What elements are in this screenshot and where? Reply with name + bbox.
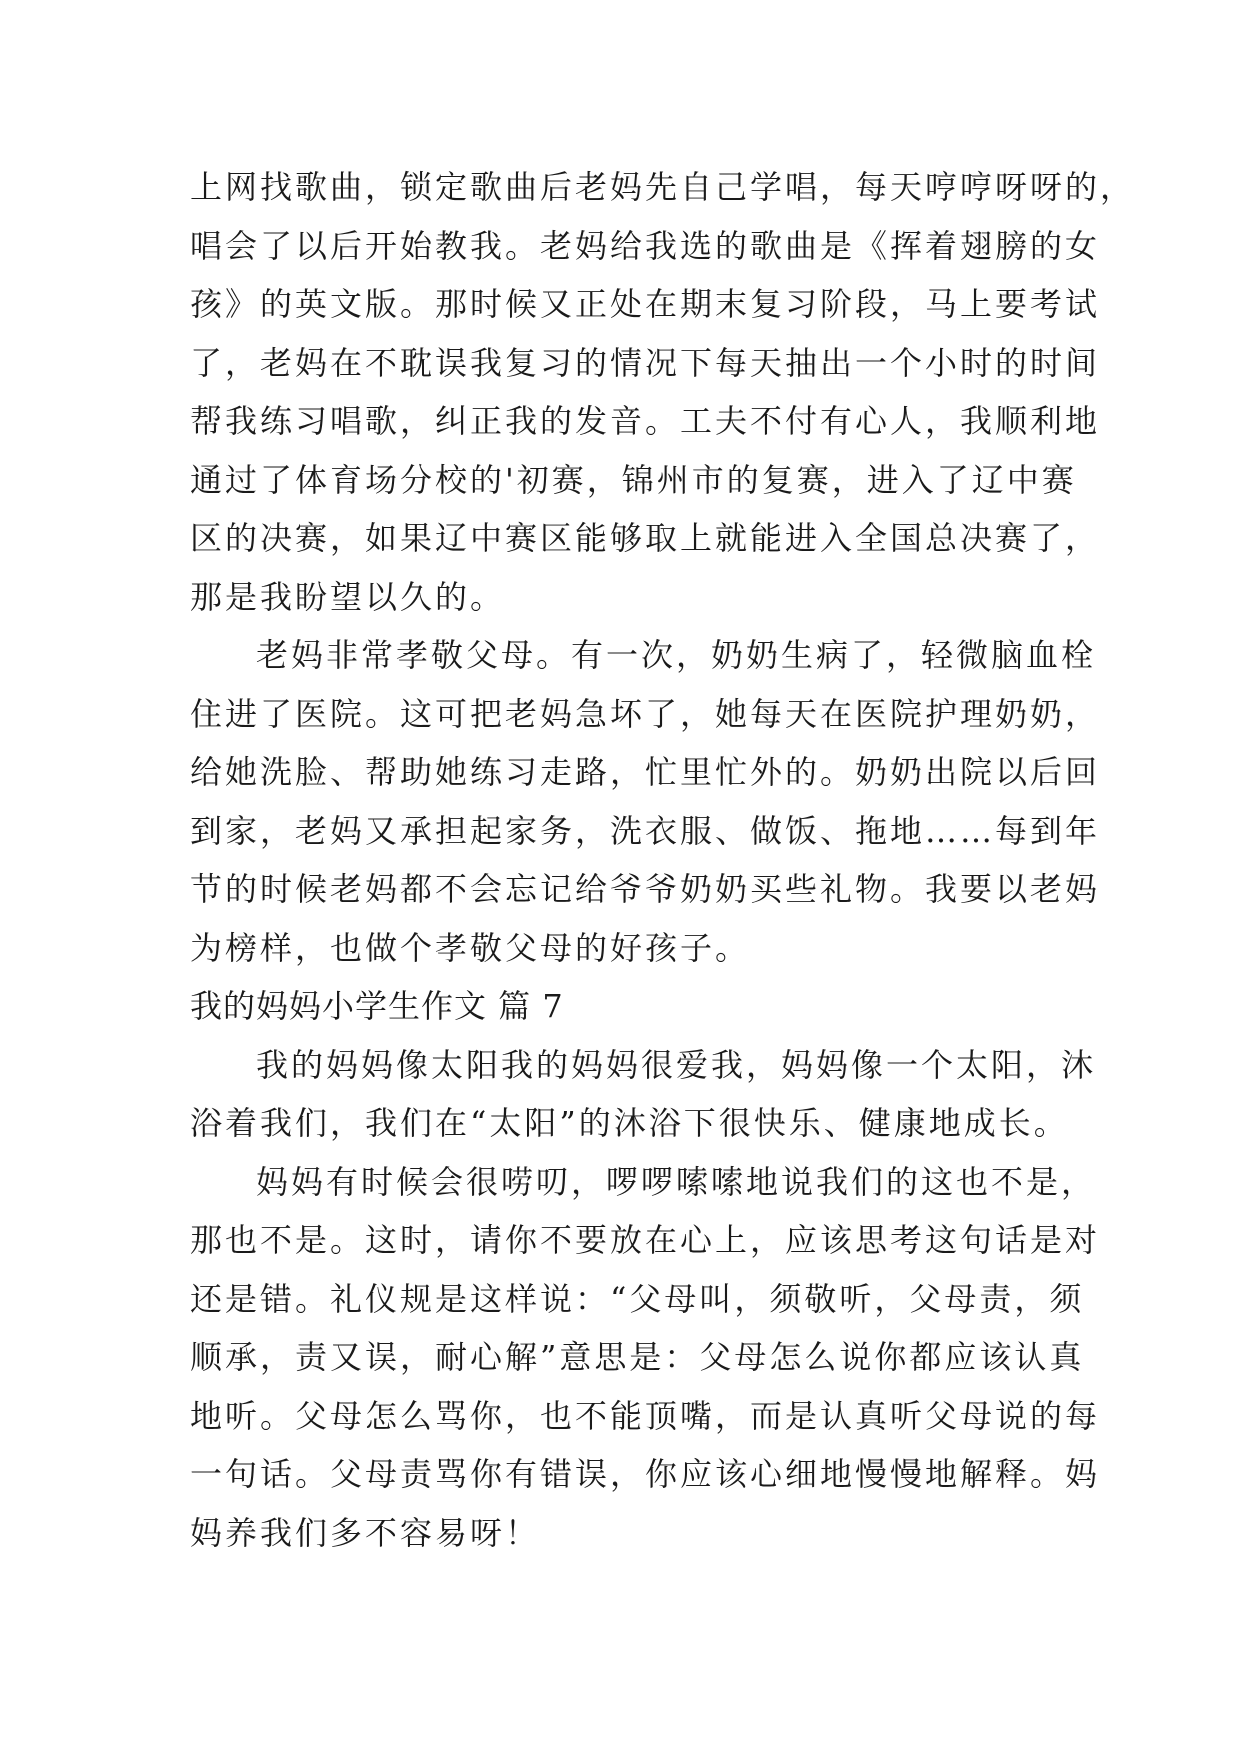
section-heading bbox=[190, 977, 1070, 1036]
paragraph-line: 地听。父母怎么骂你，也不能顶嘴，而是认真听父母说的每 bbox=[190, 1396, 1101, 1435]
paragraph-line: 我的妈妈像太阳我的妈妈很爱我，妈妈像一个太阳，沐 bbox=[256, 1045, 1097, 1084]
paragraph bbox=[190, 1153, 1101, 1563]
paragraph-line: 节的时候老妈都不会忘记给爷爷奶奶买些礼物。我要以老妈 bbox=[190, 870, 1101, 908]
paragraph-line: 给她洗脸、帮助她练习走路，忙里忙外的。奶奶出院以后回 bbox=[190, 753, 1101, 791]
paragraph-line: 浴着我们，我们在“太阳”的沐浴下很快乐、健康地成长。 bbox=[190, 1104, 1069, 1142]
paragraph-line: 区的决赛，如果辽中赛区能够取上就能进入全国总决赛了， bbox=[190, 519, 1101, 557]
paragraph bbox=[190, 1036, 1097, 1153]
paragraph-line: 顺承，责又误，耐心解”意思是：父母怎么说你都应该认真 bbox=[190, 1338, 1085, 1376]
paragraph bbox=[190, 158, 1136, 626]
paragraph-line: 妈养我们多不容易呀！ bbox=[190, 1513, 541, 1552]
paragraph-line: 为榜样，也做个孝敬父母的好孩子。 bbox=[190, 928, 751, 967]
paragraph-line: 那是我盼望以久的。 bbox=[190, 577, 506, 616]
paragraph-line: 老妈非常孝敬父母。有一次，奶奶生病了，轻微脑血栓 bbox=[256, 636, 1097, 674]
heading-text: 我的妈妈小学生作文 篇 7 bbox=[190, 987, 564, 1025]
paragraph-line: 那也不是。这时，请你不要放在心上，应该思考这句话是对 bbox=[190, 1221, 1101, 1259]
paragraph-line: 通过了体育场分校的'初赛，锦州市的复赛，进入了辽中赛 bbox=[190, 460, 1077, 499]
paragraph-line: 帮我练习唱歌，纠正我的发音。工夫不付有心人，我顺利地 bbox=[190, 402, 1101, 440]
paragraph-line: 孩》的英文版。那时候又正处在期末复习阶段，马上要考试 bbox=[190, 285, 1101, 323]
paragraph-line: 妈妈有时候会很唠叨，啰啰嗦嗦地说我们的这也不是， bbox=[256, 1162, 1097, 1201]
paragraph bbox=[190, 626, 1101, 977]
document-body bbox=[190, 158, 1136, 1562]
paragraph-line: 一句话。父母责骂你有错误，你应该心细地慢慢地解释。妈 bbox=[190, 1455, 1101, 1493]
paragraph-line: 上网找歌曲，锁定歌曲后老妈先自己学唱，每天哼哼呀呀的， bbox=[190, 168, 1136, 206]
paragraph-line: 唱会了以后开始教我。老妈给我选的歌曲是《挥着翅膀的女 bbox=[190, 226, 1101, 265]
paragraph-line: 了，老妈在不耽误我复习的情况下每天抽出一个小时的时间 bbox=[190, 343, 1101, 382]
paragraph-line: 还是错。礼仪规是这样说：“父母叫，须敬听，父母责，须 bbox=[190, 1279, 1085, 1318]
paragraph-line: 住进了医院。这可把老妈急坏了，她每天在医院护理奶奶， bbox=[190, 694, 1101, 733]
paragraph-line: 到家，老妈又承担起家务，洗衣服、做饭、拖地……每到年 bbox=[190, 811, 1101, 850]
